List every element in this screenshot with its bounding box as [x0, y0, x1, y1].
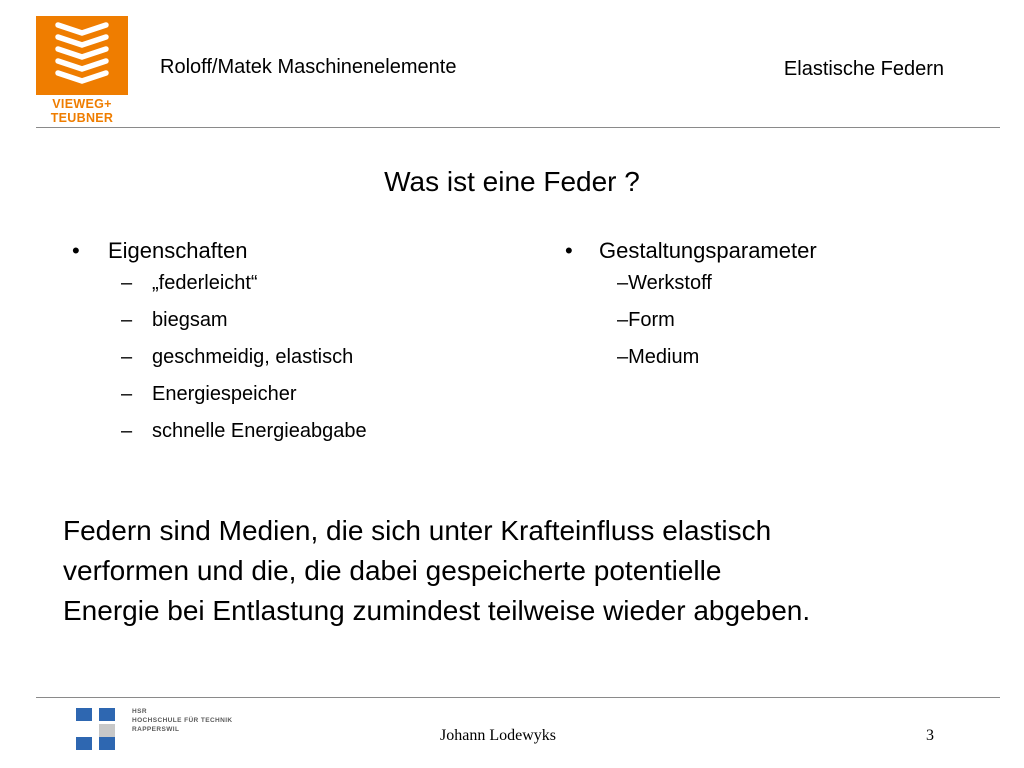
list-item	[565, 272, 817, 309]
list-item	[565, 309, 817, 346]
hsr-logo-line-2: HOCHSCHULE FÜR TECHNIK	[132, 717, 233, 724]
list-item-label: „federleicht“	[152, 272, 258, 294]
vieweg-teubner-logo	[36, 16, 128, 126]
properties-heading: Eigenschaften	[108, 238, 248, 263]
header-divider	[36, 127, 1000, 128]
book-title: Roloff/Matek Maschinenelemente	[160, 56, 457, 78]
logo-square	[99, 724, 115, 737]
logo-text-line-1: VIEWEG+	[52, 97, 112, 111]
footer-divider	[36, 697, 1000, 698]
slide-title: Was ist eine Feder ?	[384, 166, 640, 197]
properties-heading-row	[72, 238, 367, 268]
bullet-icon: •	[72, 238, 80, 263]
design-parameters-list	[565, 238, 817, 383]
hsr-logo-line-1: HSR	[132, 708, 147, 715]
logo-square	[99, 708, 115, 721]
bullet-icon: •	[565, 238, 573, 263]
hsr-logo-line-3: RAPPERSWIL	[132, 726, 180, 733]
definition-line: Energie bei Entlastung zumindest teilweise wieder abgeben.	[63, 595, 811, 626]
dash-icon: –	[121, 420, 133, 442]
design-parameters-heading: Gestaltungsparameter	[599, 238, 817, 263]
list-item	[72, 346, 367, 383]
dash-icon: –	[121, 272, 133, 294]
page-number: 3	[926, 727, 934, 744]
properties-sublist	[72, 272, 367, 457]
properties-list	[72, 238, 367, 457]
list-item	[72, 309, 367, 346]
footer-author: Johann Lodewyks	[440, 727, 556, 744]
list-item-label: biegsam	[152, 309, 228, 331]
list-item-label: geschmeidig, elastisch	[152, 346, 354, 368]
logo-square	[99, 737, 115, 750]
design-parameters-sublist	[565, 272, 817, 383]
list-item-label: –Form	[617, 309, 675, 331]
list-item-label: –Medium	[617, 346, 700, 368]
list-item	[565, 346, 817, 383]
chapter-title: Elastische Federn	[783, 58, 944, 80]
list-item	[72, 272, 367, 309]
dash-icon: –	[121, 346, 133, 368]
list-item-label: Energiespeicher	[152, 383, 297, 405]
list-item-label: schnelle Energieabgabe	[152, 420, 367, 442]
definition-paragraph	[63, 511, 1003, 631]
hsr-logo	[76, 705, 256, 751]
spring-coil-icon	[36, 16, 128, 95]
definition-line: verformen und die, die dabei gespeicherte potentielle	[63, 555, 722, 586]
logo-square	[76, 708, 92, 721]
list-item	[72, 383, 367, 420]
dash-icon: –	[121, 383, 133, 405]
list-item	[72, 420, 367, 457]
design-parameters-heading-row	[565, 238, 817, 268]
list-item-label: –Werkstoff	[617, 272, 712, 294]
dash-icon: –	[121, 309, 133, 331]
logo-square	[76, 737, 92, 750]
definition-line: Federn sind Medien, die sich unter Krafteinfluss elastisch	[63, 515, 772, 546]
logo-text-line-2: TEUBNER	[50, 111, 114, 125]
